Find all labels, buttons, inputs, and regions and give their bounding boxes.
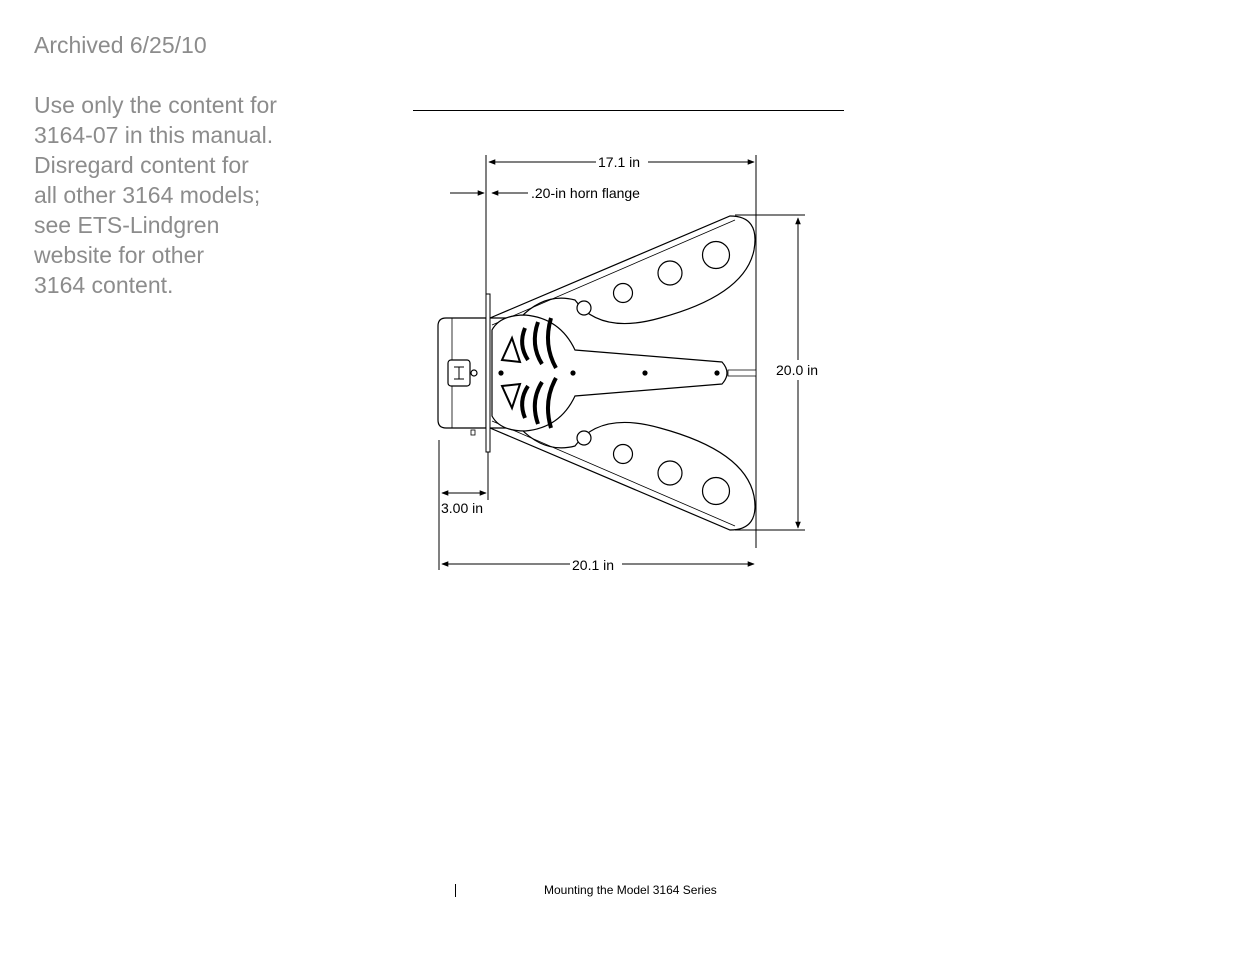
footer-divider xyxy=(455,884,456,897)
archived-date: Archived 6/25/10 xyxy=(34,32,207,58)
dim-label-20-1: 20.1 in xyxy=(572,557,615,573)
instruction-line: Use only the content for xyxy=(34,92,277,118)
dim-label-17-1: 17.1 in xyxy=(598,154,641,170)
instruction-line: Disregard content for xyxy=(34,152,249,178)
instruction-line: see ETS-Lindgren xyxy=(34,212,220,238)
header-rule xyxy=(413,110,844,111)
footer-section-title: Mounting the Model 3164 Series xyxy=(544,883,717,897)
dim-label-20-0: 20.0 in xyxy=(776,362,819,378)
archive-notice xyxy=(34,30,334,300)
dim-label-flange: .20-in horn flange xyxy=(531,185,640,201)
instruction-line: 3164-07 in this manual. xyxy=(34,122,274,148)
instruction-line: 3164 content. xyxy=(34,272,174,298)
instruction-line: all other 3164 models; xyxy=(34,182,261,208)
antenna-dimension-drawing xyxy=(420,140,850,590)
instruction-line: website for other xyxy=(34,242,205,268)
dim-label-3-00: 3.00 in xyxy=(441,500,484,516)
